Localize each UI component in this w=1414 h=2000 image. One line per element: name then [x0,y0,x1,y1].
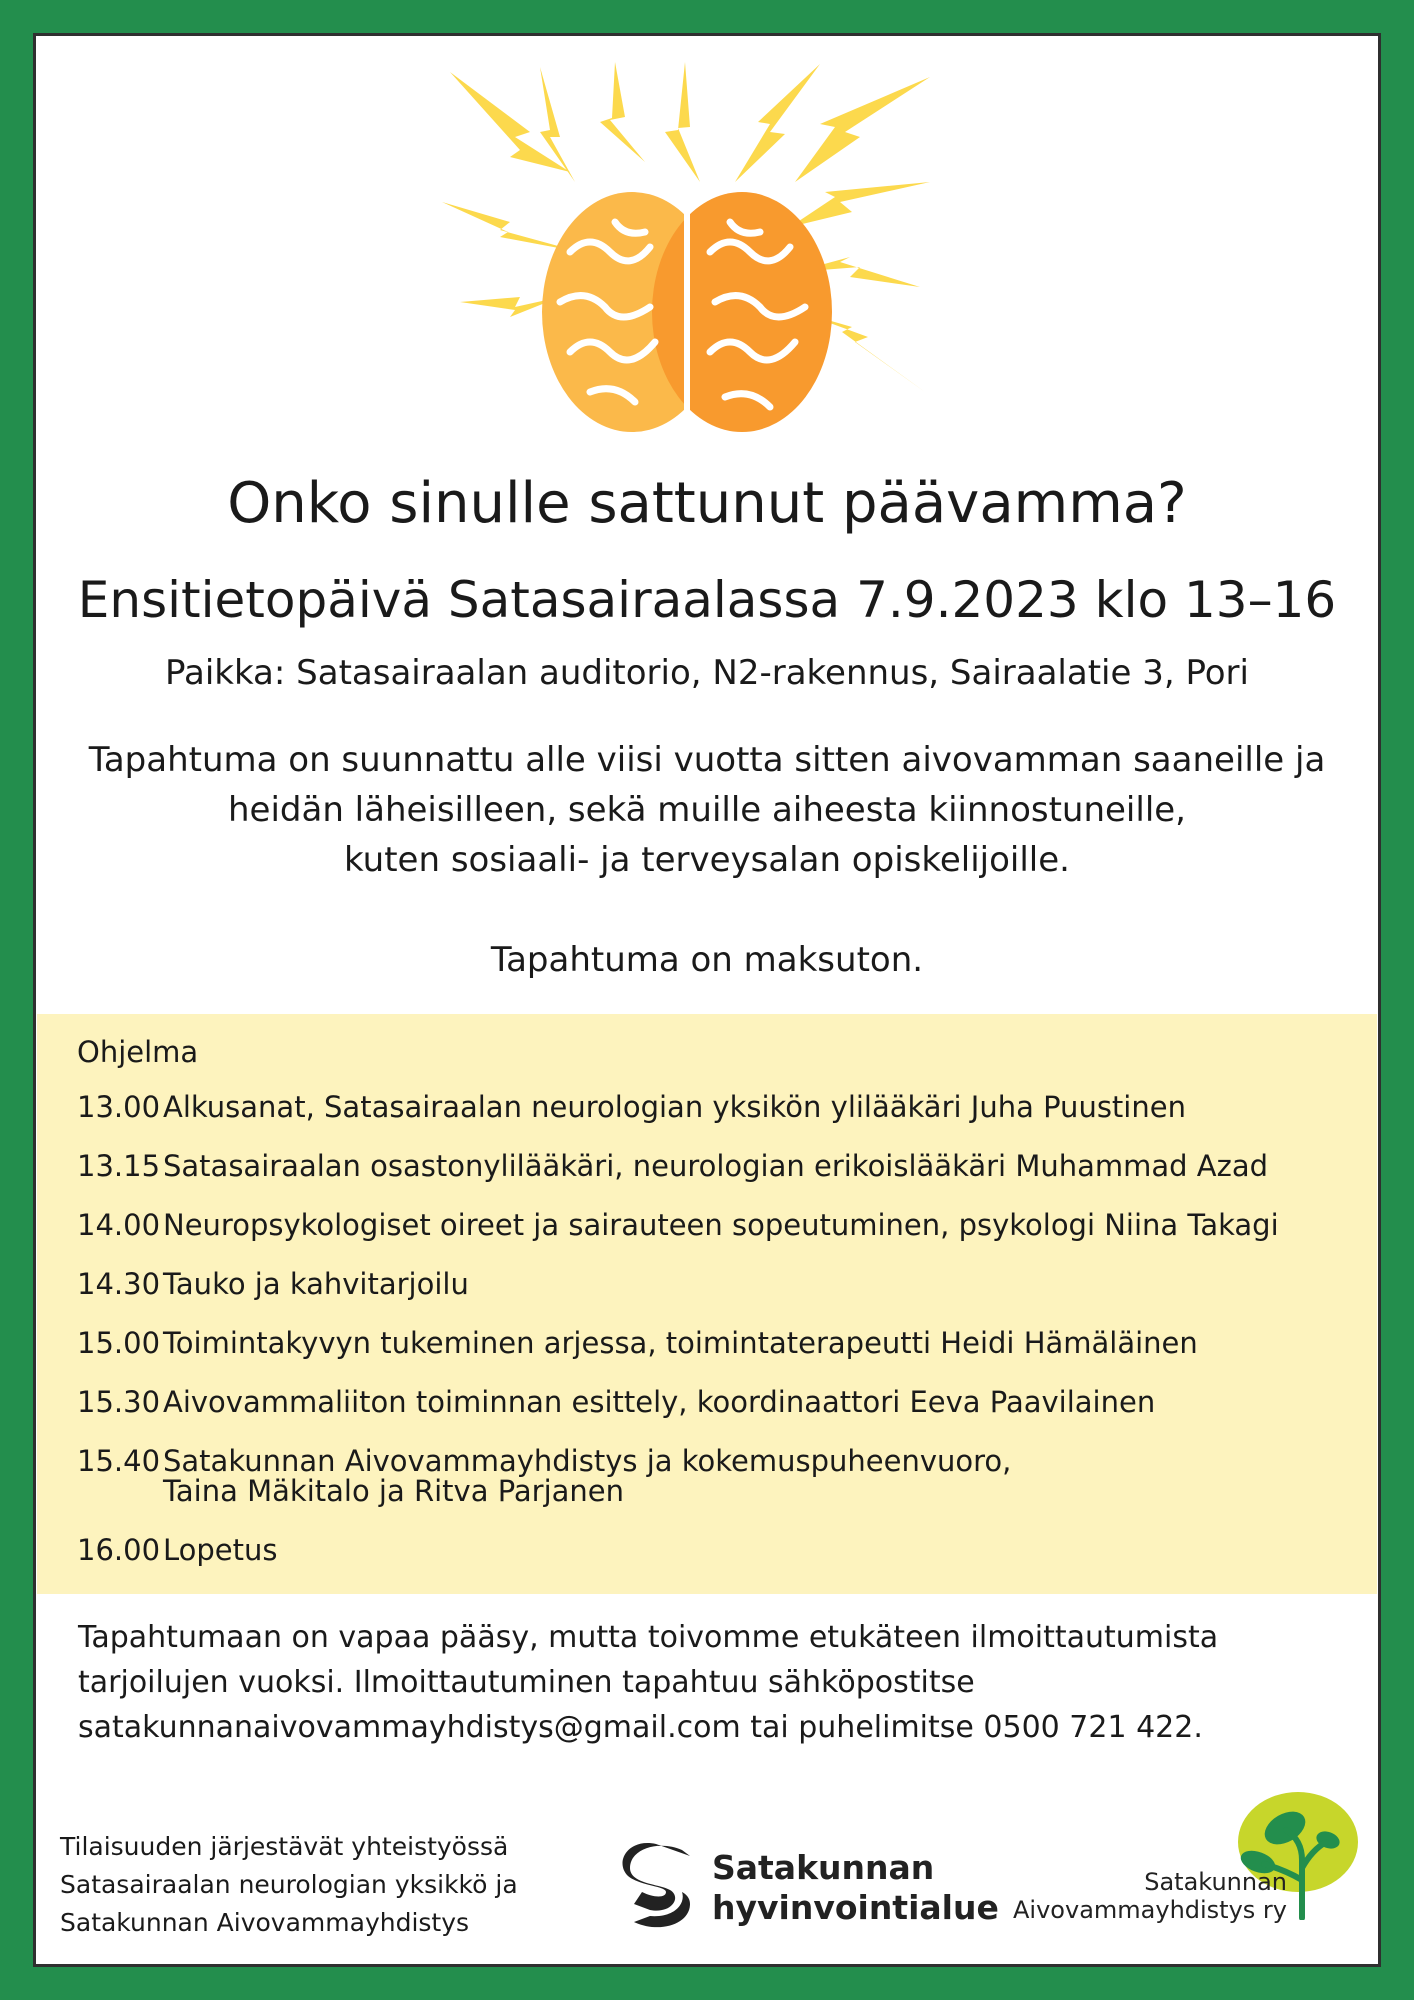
program-text: Aivovammaliiton toiminnan esittely, koordinaattori Eeva Paavilainen [163,1385,1156,1419]
program-time: 13.15 [77,1149,161,1183]
association-logo [1013,1790,1360,1930]
event-description [50,735,1364,885]
program-item [77,1092,1377,1122]
program-item [77,1151,1377,1181]
program-item [77,1535,1377,1565]
brain-with-lightning-icon [440,62,940,442]
program-item [77,1210,1377,1240]
program-heading: Ohjelma [77,1035,199,1069]
registration-line: tarjoilujen vuoksi. Ilmoittautuminen tapahtuu sähköpostitse [78,1665,975,1700]
program-text: Toimintakyvyn tukeminen arjessa, toimintaterapeutti Heidi Hämäläinen [163,1326,1198,1360]
satakunta-s-logo-icon [620,1842,696,1930]
program-section [37,1014,1377,1594]
program-time: 13.00 [77,1090,161,1124]
program-time: 15.00 [77,1326,161,1360]
program-text: Neuropsykologiset oireet ja sairauteen sopeutuminen, psykologi Niina Takagi [163,1208,1279,1242]
description-line: kuten sosiaali- ja terveysalan opiskelijoille. [344,840,1070,880]
satakunta-logo [620,1838,999,1938]
program-text: Tauko ja kahvitarjoilu [163,1267,469,1301]
page-title: Onko sinulle sattunut päävamma? [227,471,1187,536]
event-subtitle: Ensitietopäivä Satasairaalassa 7.9.2023 klo 13–16 [77,571,1337,629]
logo-text-line2: hyvinvointialue [712,1888,999,1927]
registration-info [78,1615,1338,1750]
program-item [77,1387,1377,1417]
event-location: Paikka: Satasairaalan auditorio, N2-rakennus, Sairaalatie 3, Pori [165,653,1249,693]
program-time: 14.30 [77,1267,161,1301]
free-notice: Tapahtuma on maksuton. [490,940,924,980]
logo-text-line1: Satakunnan [712,1848,935,1887]
program-item [77,1328,1377,1358]
program-text: Satakunnan Aivovammayhdistys ja kokemuspuheenvuoro, Taina Mäkitalo ja Ritva Parjanen [163,1444,1012,1508]
program-time: 15.40 [77,1444,161,1478]
program-time: 15.30 [77,1385,161,1419]
program-text: Alkusanat, Satasairaalan neurologian yksikön ylilääkäri Juha Puustinen [163,1090,1186,1124]
program-item [77,1446,1377,1506]
program-time: 14.00 [77,1208,161,1242]
description-line: heidän läheisilleen, sekä muille aiheesta kiinnostuneille, [228,790,1186,830]
program-time: 16.00 [77,1533,161,1567]
organizers-text: Tilaisuuden järjestävät yhteistyössä Satasairaalan neurologian yksikkö ja Satakunnan Aivovammayhdistys [60,1832,518,1937]
program-item [77,1269,1377,1299]
program-text: Lopetus [163,1533,278,1567]
association-name: Satakunnan Aivovammayhdistys ry [1013,1868,1287,1924]
registration-contact[interactable]: satakunnanaivovammayhdistys@gmail.com tai puhelimitse 0500 721 422. [78,1710,1203,1745]
description-line: Tapahtuma on suunnattu alle viisi vuotta sitten aivovamman saaneille ja [88,740,1326,780]
registration-line: Tapahtumaan on vapaa pääsy, mutta toivomme etukäteen ilmoittautumista [78,1620,1219,1655]
program-text: Satasairaalan osastonylilääkäri, neurologian erikoislääkäri Muhammad Azad [163,1149,1269,1183]
